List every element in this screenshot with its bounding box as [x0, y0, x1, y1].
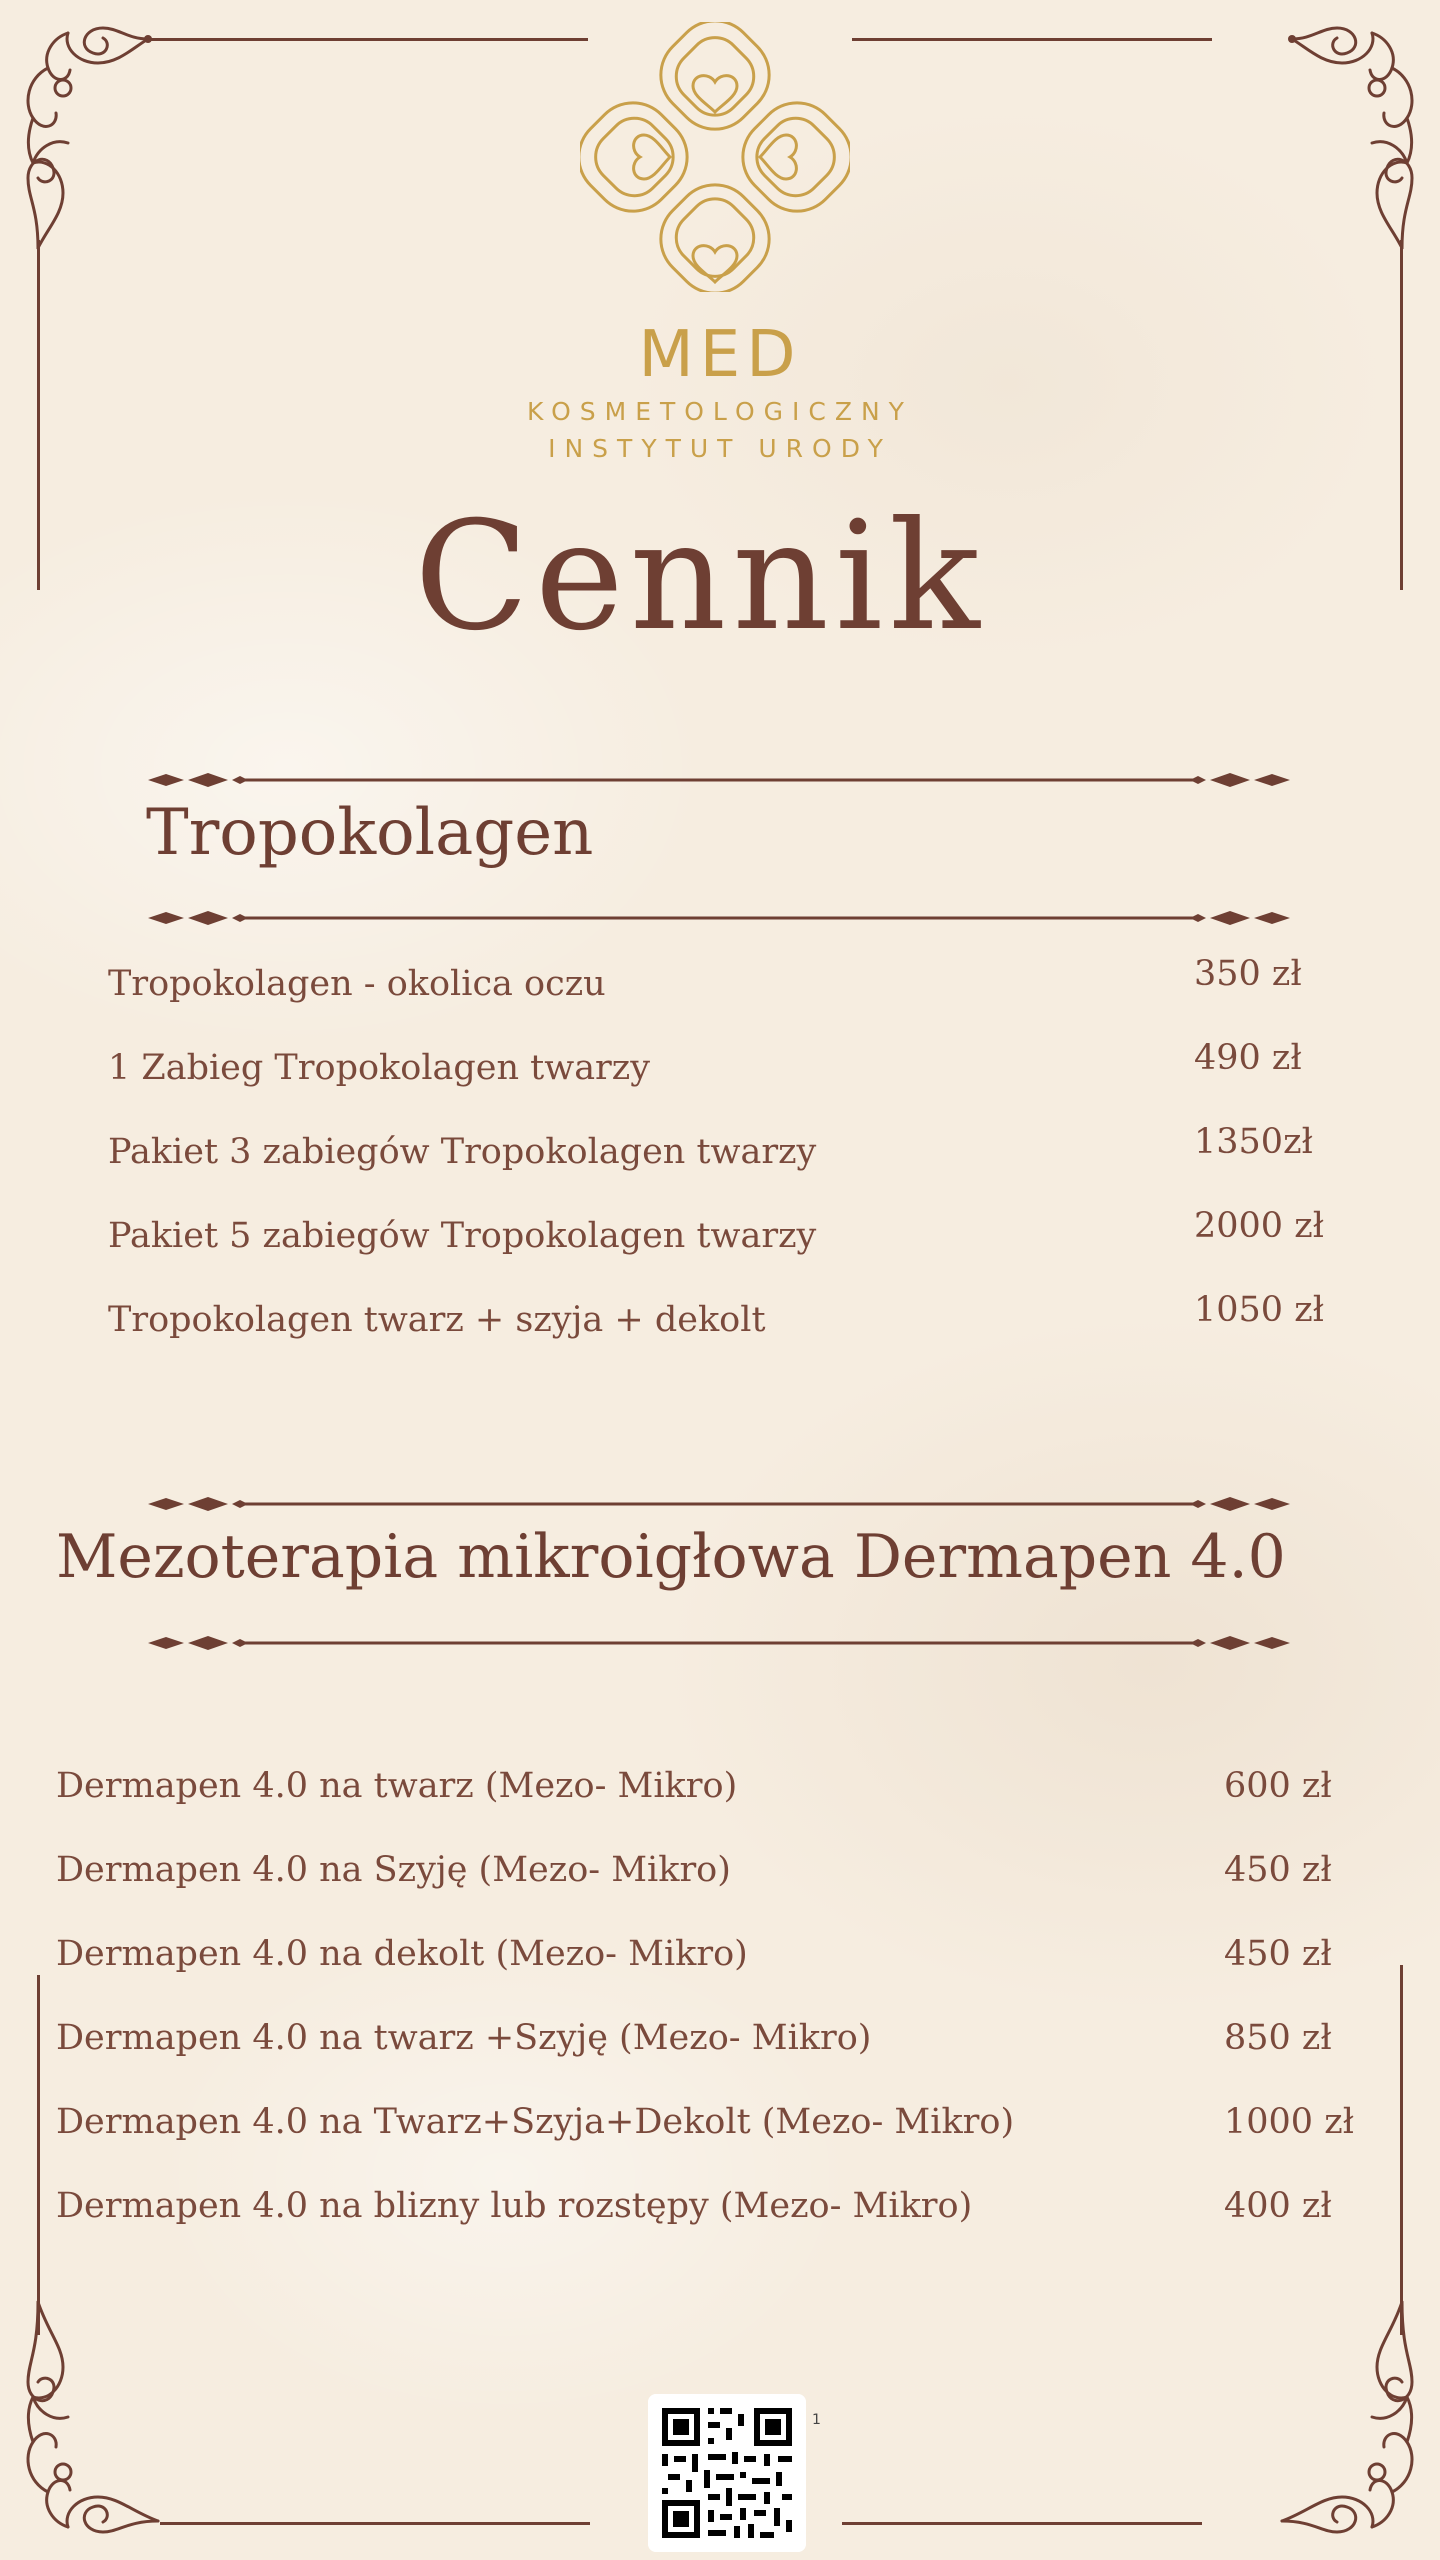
price-item-value: 600 zł — [1224, 1766, 1332, 1806]
price-item-name: 1 Zabieg Tropokolagen twarzy — [108, 1048, 651, 1088]
section-divider-top-1 — [148, 768, 1290, 792]
price-item-name: Dermapen 4.0 na Szyję (Mezo- Mikro) — [56, 1850, 731, 1890]
price-item-name: Dermapen 4.0 na twarz (Mezo- Mikro) — [56, 1766, 738, 1806]
section-divider-bottom-2 — [148, 1631, 1290, 1655]
price-item-value: 490 zł — [1194, 1038, 1302, 1078]
brand-name: MED — [638, 318, 802, 392]
section-divider-bottom-1 — [148, 906, 1290, 930]
frame-top-right-line — [852, 38, 1212, 41]
price-item-value: 1000 zł — [1224, 2102, 1354, 2142]
heart-clover-logo-icon — [580, 22, 850, 292]
corner-ornament-top-right — [1172, 8, 1432, 268]
price-item-value: 1050 zł — [1194, 1290, 1324, 1330]
price-item-value: 450 zł — [1224, 1850, 1332, 1890]
section-title-tropokolagen: Tropokolagen — [146, 796, 594, 870]
page-number: 1 — [812, 2412, 821, 2428]
price-item-value: 850 zł — [1224, 2018, 1332, 2058]
page-title: Cennik — [414, 490, 986, 664]
corner-ornament-bottom-left — [8, 2292, 268, 2552]
frame-left-lower-line — [37, 1975, 40, 2335]
section-title-dermapen: Mezoterapia mikroigłowa Dermapen 4.0 — [56, 1522, 1286, 1592]
price-item-name: Dermapen 4.0 na twarz +Szyję (Mezo- Mikro) — [56, 2018, 872, 2058]
brand-subtitle-line-2: INSTYTUT URODY — [548, 434, 892, 463]
price-item-name: Dermapen 4.0 na Twarz+Szyja+Dekolt (Mezo- Mikro) — [56, 2102, 1015, 2142]
price-item-name: Pakiet 5 zabiegów Tropokolagen twarzy — [108, 1216, 817, 1256]
price-item-name: Tropokolagen twarz + szyja + dekolt — [108, 1300, 766, 1340]
price-item-name: Dermapen 4.0 na dekolt (Mezo- Mikro) — [56, 1934, 748, 1974]
price-item-value: 1350zł — [1194, 1122, 1313, 1162]
price-item-name: Dermapen 4.0 na blizny lub rozstępy (Mezo- Mikro) — [56, 2186, 973, 2226]
corner-ornament-bottom-right — [1172, 2292, 1432, 2552]
price-item-value: 2000 zł — [1194, 1206, 1324, 1246]
qr-code-icon[interactable] — [648, 2394, 806, 2552]
frame-bottom-right-line — [842, 2522, 1202, 2525]
frame-right-lower-line — [1400, 1965, 1403, 2335]
price-item-name: Pakiet 3 zabiegów Tropokolagen twarzy — [108, 1132, 817, 1172]
price-item-value: 350 zł — [1194, 954, 1302, 994]
brand-subtitle-line-1: KOSMETOLOGICZNY — [527, 397, 913, 426]
price-item-value: 400 zł — [1224, 2186, 1332, 2226]
section-divider-top-2 — [148, 1492, 1290, 1516]
corner-ornament-top-left — [8, 8, 268, 268]
price-item-name: Tropokolagen - okolica oczu — [108, 964, 606, 1004]
price-item-value: 450 zł — [1224, 1934, 1332, 1974]
